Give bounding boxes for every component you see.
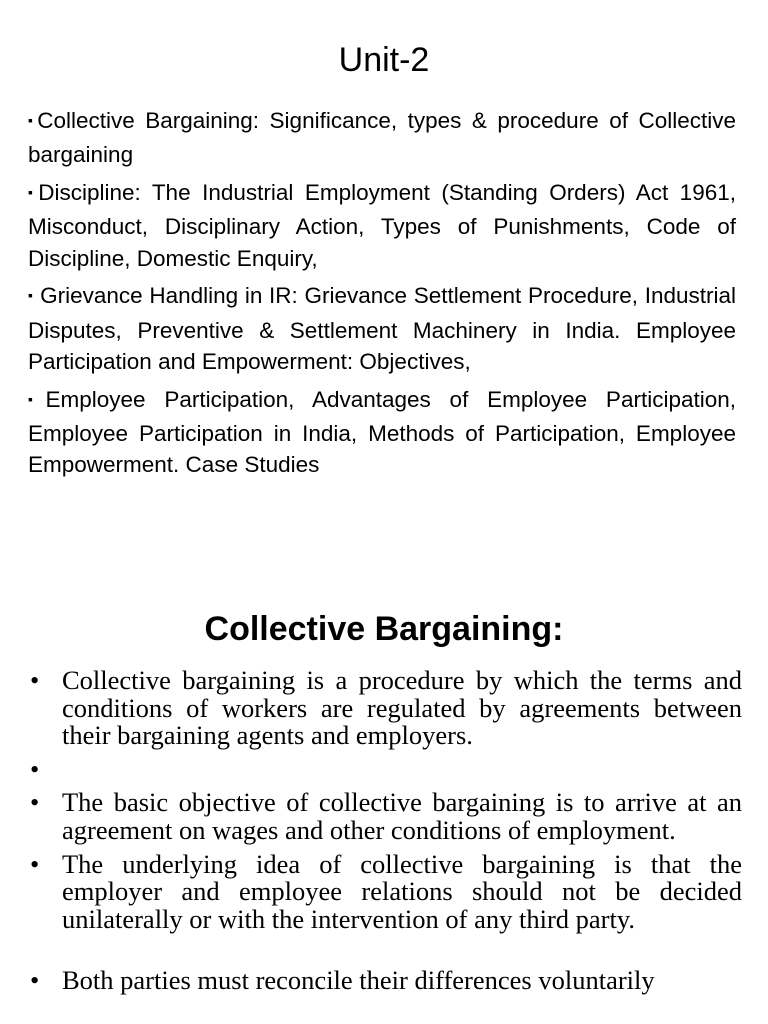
list-item [30, 667, 742, 750]
square-bullet-icon: ▪ [28, 112, 38, 128]
bullet-icon: • [30, 753, 40, 784]
list-item-text: The underlying idea of collective bargaining is that the employer and employee relations should not be decided unilaterally or with the intervention of any third party. [62, 848, 742, 934]
square-bullet-icon: ▪ [28, 287, 34, 304]
slide-title: Collective Bargaining: [204, 610, 564, 648]
bullet-list [30, 667, 742, 1001]
topic-text: Employee Participation, Advantages of Employee Participation, Employee Participation in India, Methods of Participation, Employee Empowerment. Case Studies [28, 386, 737, 478]
topic-item [28, 280, 736, 377]
bullet-icon: • [30, 965, 40, 996]
topic-text: Discipline: The Industrial Employment (Standing Orders) Act 1961, Misconduct, Disciplinary Action, Types of Punishments, Code of Discipline, Domestic Enquiry, [28, 180, 736, 271]
list-item-text: The basic objective of collective bargaining is to arrive at an agreement on wages and other conditions of employment. [62, 787, 742, 845]
bullet-icon: • [30, 848, 40, 879]
list-item [30, 967, 742, 995]
list-item [30, 789, 742, 844]
bullet-icon: • [30, 787, 40, 818]
square-bullet-icon: ▪ [28, 184, 39, 201]
topic-item [28, 105, 736, 171]
topic-item [28, 384, 736, 481]
list-item-text: Both parties must reconcile their differences voluntarily [62, 965, 655, 996]
list-item-text: Collective bargaining is a procedure by which the terms and conditions of workers are regulated by agreements between their bargaining agents and employers. [62, 665, 742, 751]
list-item [30, 753, 742, 784]
slide-title: Unit-2 [338, 41, 430, 79]
square-bullet-icon: ▪ [28, 390, 46, 407]
list-item [30, 848, 742, 934]
slide-collective-bargaining [0, 540, 768, 1024]
bullet-icon: • [30, 665, 40, 695]
topic-text: Collective Bargaining: Significance, types & procedure of Collective bargaining [28, 108, 736, 168]
topic-list [28, 105, 736, 487]
topic-item [28, 177, 736, 274]
topic-text: Grievance Handling in IR: Grievance Settlement Procedure, Industrial Disputes, Preventive & Settlement Machinery in India. Employee Participation and Empowerment: Objectives, [28, 283, 736, 375]
